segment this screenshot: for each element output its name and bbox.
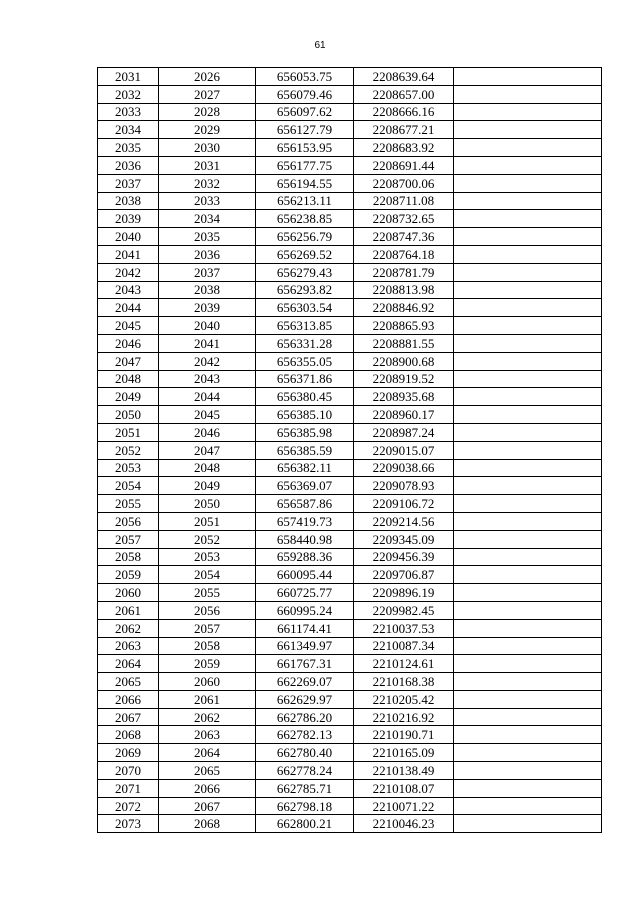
x-coordinate-cell: 661174.41: [256, 619, 354, 637]
table-row: [98, 263, 602, 281]
x-coordinate-cell: 662785.71: [256, 779, 354, 797]
notes-cell: [454, 584, 602, 602]
notes-cell: [454, 726, 602, 744]
y-coordinate-cell: 2209214.56: [354, 512, 454, 530]
reference-number-cell: 2060: [159, 673, 256, 691]
table-row: [98, 690, 602, 708]
y-coordinate-cell: 2209982.45: [354, 601, 454, 619]
y-coordinate-cell: 2208900.68: [354, 352, 454, 370]
point-number-cell: 2049: [98, 388, 159, 406]
reference-number-cell: 2045: [159, 406, 256, 424]
x-coordinate-cell: 661349.97: [256, 637, 354, 655]
x-coordinate-cell: 656269.52: [256, 245, 354, 263]
reference-number-cell: 2027: [159, 85, 256, 103]
x-coordinate-cell: 660095.44: [256, 566, 354, 584]
y-coordinate-cell: 2208666.16: [354, 103, 454, 121]
notes-cell: [454, 103, 602, 121]
point-number-cell: 2053: [98, 459, 159, 477]
notes-cell: [454, 370, 602, 388]
y-coordinate-cell: 2208935.68: [354, 388, 454, 406]
reference-number-cell: 2049: [159, 477, 256, 495]
notes-cell: [454, 619, 602, 637]
notes-cell: [454, 601, 602, 619]
y-coordinate-cell: 2210124.61: [354, 655, 454, 673]
reference-number-cell: 2062: [159, 708, 256, 726]
table-row: [98, 210, 602, 228]
y-coordinate-cell: 2210205.42: [354, 690, 454, 708]
point-number-cell: 2073: [98, 815, 159, 833]
reference-number-cell: 2040: [159, 317, 256, 335]
table-row: [98, 655, 602, 673]
notes-cell: [454, 512, 602, 530]
notes-cell: [454, 228, 602, 246]
reference-number-cell: 2043: [159, 370, 256, 388]
table-row: [98, 192, 602, 210]
notes-cell: [454, 139, 602, 157]
y-coordinate-cell: 2208700.06: [354, 174, 454, 192]
point-number-cell: 2071: [98, 779, 159, 797]
x-coordinate-cell: 656313.85: [256, 317, 354, 335]
x-coordinate-cell: 656177.75: [256, 156, 354, 174]
table-row: [98, 815, 602, 833]
y-coordinate-cell: 2208657.00: [354, 85, 454, 103]
y-coordinate-cell: 2210108.07: [354, 779, 454, 797]
point-number-cell: 2036: [98, 156, 159, 174]
y-coordinate-cell: 2209456.39: [354, 548, 454, 566]
reference-number-cell: 2047: [159, 441, 256, 459]
point-number-cell: 2063: [98, 637, 159, 655]
table-row: [98, 797, 602, 815]
x-coordinate-cell: 656382.11: [256, 459, 354, 477]
y-coordinate-cell: 2208639.64: [354, 68, 454, 86]
table-row: [98, 245, 602, 263]
y-coordinate-cell: 2209345.09: [354, 530, 454, 548]
point-number-cell: 2070: [98, 762, 159, 780]
point-number-cell: 2057: [98, 530, 159, 548]
reference-number-cell: 2052: [159, 530, 256, 548]
x-coordinate-cell: 656355.05: [256, 352, 354, 370]
y-coordinate-cell: 2208960.17: [354, 406, 454, 424]
point-number-cell: 2056: [98, 512, 159, 530]
point-number-cell: 2054: [98, 477, 159, 495]
reference-number-cell: 2068: [159, 815, 256, 833]
coordinates-table: [97, 67, 602, 833]
point-number-cell: 2050: [98, 406, 159, 424]
point-number-cell: 2032: [98, 85, 159, 103]
x-coordinate-cell: 656369.07: [256, 477, 354, 495]
reference-number-cell: 2039: [159, 299, 256, 317]
notes-cell: [454, 637, 602, 655]
point-number-cell: 2033: [98, 103, 159, 121]
table-row: [98, 85, 602, 103]
reference-number-cell: 2065: [159, 762, 256, 780]
table-row: [98, 423, 602, 441]
y-coordinate-cell: 2209896.19: [354, 584, 454, 602]
reference-number-cell: 2033: [159, 192, 256, 210]
y-coordinate-cell: 2208881.55: [354, 334, 454, 352]
x-coordinate-cell: 657419.73: [256, 512, 354, 530]
notes-cell: [454, 174, 602, 192]
table-row: [98, 477, 602, 495]
table-row: [98, 619, 602, 637]
notes-cell: [454, 334, 602, 352]
y-coordinate-cell: 2210165.09: [354, 744, 454, 762]
reference-number-cell: 2038: [159, 281, 256, 299]
reference-number-cell: 2054: [159, 566, 256, 584]
point-number-cell: 2062: [98, 619, 159, 637]
notes-cell: [454, 281, 602, 299]
y-coordinate-cell: 2210046.23: [354, 815, 454, 833]
y-coordinate-cell: 2208764.18: [354, 245, 454, 263]
reference-number-cell: 2067: [159, 797, 256, 815]
coordinates-table-body: [98, 68, 602, 833]
reference-number-cell: 2032: [159, 174, 256, 192]
table-row: [98, 601, 602, 619]
notes-cell: [454, 68, 602, 86]
point-number-cell: 2052: [98, 441, 159, 459]
table-row: [98, 726, 602, 744]
point-number-cell: 2048: [98, 370, 159, 388]
table-row: [98, 299, 602, 317]
point-number-cell: 2044: [98, 299, 159, 317]
table-row: [98, 228, 602, 246]
y-coordinate-cell: 2209106.72: [354, 495, 454, 513]
point-number-cell: 2065: [98, 673, 159, 691]
y-coordinate-cell: 2209038.66: [354, 459, 454, 477]
table-row: [98, 441, 602, 459]
table-row: [98, 584, 602, 602]
point-number-cell: 2055: [98, 495, 159, 513]
table-row: [98, 334, 602, 352]
reference-number-cell: 2055: [159, 584, 256, 602]
notes-cell: [454, 673, 602, 691]
table-row: [98, 121, 602, 139]
point-number-cell: 2039: [98, 210, 159, 228]
reference-number-cell: 2051: [159, 512, 256, 530]
notes-cell: [454, 797, 602, 815]
notes-cell: [454, 192, 602, 210]
x-coordinate-cell: 656127.79: [256, 121, 354, 139]
x-coordinate-cell: 662786.20: [256, 708, 354, 726]
y-coordinate-cell: 2208987.24: [354, 423, 454, 441]
reference-number-cell: 2064: [159, 744, 256, 762]
x-coordinate-cell: 662800.21: [256, 815, 354, 833]
point-number-cell: 2045: [98, 317, 159, 335]
table-row: [98, 512, 602, 530]
y-coordinate-cell: 2208711.08: [354, 192, 454, 210]
point-number-cell: 2031: [98, 68, 159, 86]
reference-number-cell: 2058: [159, 637, 256, 655]
table-row: [98, 156, 602, 174]
reference-number-cell: 2029: [159, 121, 256, 139]
x-coordinate-cell: 660725.77: [256, 584, 354, 602]
notes-cell: [454, 423, 602, 441]
y-coordinate-cell: 2210087.34: [354, 637, 454, 655]
reference-number-cell: 2034: [159, 210, 256, 228]
x-coordinate-cell: 662778.24: [256, 762, 354, 780]
notes-cell: [454, 352, 602, 370]
x-coordinate-cell: 656331.28: [256, 334, 354, 352]
point-number-cell: 2051: [98, 423, 159, 441]
x-coordinate-cell: 656371.86: [256, 370, 354, 388]
reference-number-cell: 2037: [159, 263, 256, 281]
reference-number-cell: 2061: [159, 690, 256, 708]
notes-cell: [454, 156, 602, 174]
x-coordinate-cell: 656303.54: [256, 299, 354, 317]
notes-cell: [454, 779, 602, 797]
x-coordinate-cell: 659288.36: [256, 548, 354, 566]
table-row: [98, 495, 602, 513]
x-coordinate-cell: 662629.97: [256, 690, 354, 708]
y-coordinate-cell: 2210216.92: [354, 708, 454, 726]
reference-number-cell: 2030: [159, 139, 256, 157]
reference-number-cell: 2026: [159, 68, 256, 86]
point-number-cell: 2034: [98, 121, 159, 139]
table-row: [98, 103, 602, 121]
notes-cell: [454, 263, 602, 281]
table-row: [98, 406, 602, 424]
point-number-cell: 2037: [98, 174, 159, 192]
point-number-cell: 2064: [98, 655, 159, 673]
point-number-cell: 2035: [98, 139, 159, 157]
reference-number-cell: 2046: [159, 423, 256, 441]
x-coordinate-cell: 662269.07: [256, 673, 354, 691]
y-coordinate-cell: 2208691.44: [354, 156, 454, 174]
x-coordinate-cell: 656238.85: [256, 210, 354, 228]
point-number-cell: 2046: [98, 334, 159, 352]
point-number-cell: 2043: [98, 281, 159, 299]
point-number-cell: 2047: [98, 352, 159, 370]
point-number-cell: 2038: [98, 192, 159, 210]
y-coordinate-cell: 2210037.53: [354, 619, 454, 637]
x-coordinate-cell: 656385.10: [256, 406, 354, 424]
reference-number-cell: 2036: [159, 245, 256, 263]
y-coordinate-cell: 2208747.36: [354, 228, 454, 246]
y-coordinate-cell: 2208781.79: [354, 263, 454, 281]
point-number-cell: 2067: [98, 708, 159, 726]
point-number-cell: 2058: [98, 548, 159, 566]
table-row: [98, 352, 602, 370]
table-row: [98, 637, 602, 655]
y-coordinate-cell: 2208919.52: [354, 370, 454, 388]
x-coordinate-cell: 658440.98: [256, 530, 354, 548]
y-coordinate-cell: 2208865.93: [354, 317, 454, 335]
notes-cell: [454, 815, 602, 833]
notes-cell: [454, 477, 602, 495]
table-row: [98, 548, 602, 566]
y-coordinate-cell: 2210138.49: [354, 762, 454, 780]
notes-cell: [454, 655, 602, 673]
reference-number-cell: 2028: [159, 103, 256, 121]
point-number-cell: 2042: [98, 263, 159, 281]
x-coordinate-cell: 656293.82: [256, 281, 354, 299]
reference-number-cell: 2048: [159, 459, 256, 477]
notes-cell: [454, 406, 602, 424]
reference-number-cell: 2056: [159, 601, 256, 619]
table-row: [98, 459, 602, 477]
y-coordinate-cell: 2209015.07: [354, 441, 454, 459]
y-coordinate-cell: 2210190.71: [354, 726, 454, 744]
reference-number-cell: 2044: [159, 388, 256, 406]
y-coordinate-cell: 2210071.22: [354, 797, 454, 815]
y-coordinate-cell: 2208846.92: [354, 299, 454, 317]
reference-number-cell: 2031: [159, 156, 256, 174]
notes-cell: [454, 85, 602, 103]
reference-number-cell: 2035: [159, 228, 256, 246]
x-coordinate-cell: 656153.95: [256, 139, 354, 157]
x-coordinate-cell: 660995.24: [256, 601, 354, 619]
notes-cell: [454, 566, 602, 584]
reference-number-cell: 2066: [159, 779, 256, 797]
reference-number-cell: 2063: [159, 726, 256, 744]
point-number-cell: 2059: [98, 566, 159, 584]
x-coordinate-cell: 656213.11: [256, 192, 354, 210]
table-row: [98, 174, 602, 192]
notes-cell: [454, 441, 602, 459]
notes-cell: [454, 210, 602, 228]
notes-cell: [454, 121, 602, 139]
point-number-cell: 2060: [98, 584, 159, 602]
notes-cell: [454, 548, 602, 566]
y-coordinate-cell: 2210168.38: [354, 673, 454, 691]
x-coordinate-cell: 661767.31: [256, 655, 354, 673]
x-coordinate-cell: 656079.46: [256, 85, 354, 103]
notes-cell: [454, 744, 602, 762]
x-coordinate-cell: 656380.45: [256, 388, 354, 406]
x-coordinate-cell: 656097.62: [256, 103, 354, 121]
table-row: [98, 566, 602, 584]
notes-cell: [454, 690, 602, 708]
reference-number-cell: 2041: [159, 334, 256, 352]
x-coordinate-cell: 656385.59: [256, 441, 354, 459]
y-coordinate-cell: 2208677.21: [354, 121, 454, 139]
x-coordinate-cell: 656194.55: [256, 174, 354, 192]
table-row: [98, 139, 602, 157]
reference-number-cell: 2059: [159, 655, 256, 673]
point-number-cell: 2066: [98, 690, 159, 708]
notes-cell: [454, 245, 602, 263]
y-coordinate-cell: 2208732.65: [354, 210, 454, 228]
x-coordinate-cell: 662798.18: [256, 797, 354, 815]
table-row: [98, 388, 602, 406]
x-coordinate-cell: 656385.98: [256, 423, 354, 441]
point-number-cell: 2061: [98, 601, 159, 619]
table-row: [98, 673, 602, 691]
table-row: [98, 370, 602, 388]
point-number-cell: 2072: [98, 797, 159, 815]
x-coordinate-cell: 662782.13: [256, 726, 354, 744]
point-number-cell: 2040: [98, 228, 159, 246]
notes-cell: [454, 317, 602, 335]
reference-number-cell: 2042: [159, 352, 256, 370]
notes-cell: [454, 530, 602, 548]
notes-cell: [454, 299, 602, 317]
table-row: [98, 744, 602, 762]
x-coordinate-cell: 656587.86: [256, 495, 354, 513]
y-coordinate-cell: 2209706.87: [354, 566, 454, 584]
table-row: [98, 281, 602, 299]
x-coordinate-cell: 656279.43: [256, 263, 354, 281]
notes-cell: [454, 388, 602, 406]
page-number: 61: [314, 40, 326, 51]
x-coordinate-cell: 662780.40: [256, 744, 354, 762]
notes-cell: [454, 762, 602, 780]
point-number-cell: 2069: [98, 744, 159, 762]
notes-cell: [454, 459, 602, 477]
reference-number-cell: 2057: [159, 619, 256, 637]
table-row: [98, 708, 602, 726]
table-row: [98, 530, 602, 548]
point-number-cell: 2068: [98, 726, 159, 744]
table-row: [98, 68, 602, 86]
y-coordinate-cell: 2209078.93: [354, 477, 454, 495]
table-row: [98, 762, 602, 780]
notes-cell: [454, 708, 602, 726]
y-coordinate-cell: 2208813.98: [354, 281, 454, 299]
x-coordinate-cell: 656256.79: [256, 228, 354, 246]
x-coordinate-cell: 656053.75: [256, 68, 354, 86]
y-coordinate-cell: 2208683.92: [354, 139, 454, 157]
notes-cell: [454, 495, 602, 513]
reference-number-cell: 2053: [159, 548, 256, 566]
reference-number-cell: 2050: [159, 495, 256, 513]
table-row: [98, 779, 602, 797]
point-number-cell: 2041: [98, 245, 159, 263]
table-row: [98, 317, 602, 335]
